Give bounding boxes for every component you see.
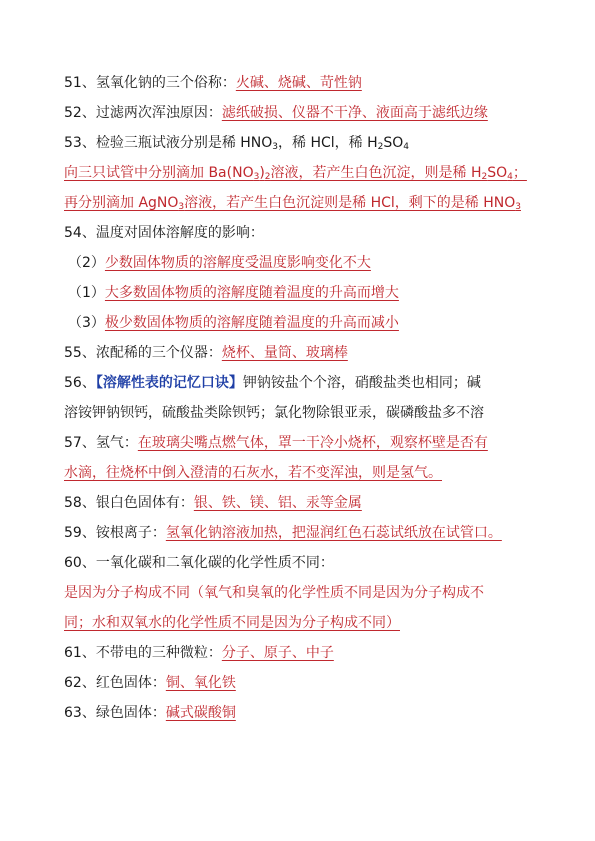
item-62-answer: 铜、氧化铁 — [165, 675, 236, 691]
item-60-answer-1: 是因为分子构成不同（氧气和臭氧的化学性质不同是因为分子构成不 — [64, 585, 484, 601]
item-61-answer: 分子、原子、中子 — [221, 645, 334, 661]
item-53-question — [64, 130, 534, 156]
item-53-q-sub3: 3 — [272, 142, 279, 152]
item-53-l2-sub3: 3 — [253, 172, 260, 182]
item-54-sub-1-text: 少数固体物质的溶解度受温度影响变化不大 — [104, 255, 371, 271]
item-56-line-1 — [64, 370, 534, 396]
item-63-answer: 碱式碳酸铜 — [165, 705, 236, 721]
item-54-label: 54、温度对固体溶解度的影响： — [64, 225, 264, 241]
item-58 — [64, 490, 534, 516]
item-53-l2-sub4: 4 — [507, 172, 513, 182]
item-52-label: 52、过滤两次浑浊原因： — [64, 105, 222, 121]
item-54-sub-3-text: 极少数固体物质的溶解度随着温度的升高而减小 — [104, 315, 399, 331]
item-54 — [64, 220, 534, 246]
item-59 — [64, 520, 534, 546]
item-53-l3-a: 再分别滴加 AgNO — [64, 195, 179, 211]
item-60-answer-line-1 — [64, 580, 534, 606]
item-54-sub-2-num: （1） — [68, 285, 105, 301]
item-57-label: 57、氢气： — [64, 435, 138, 451]
item-55-label: 55、浓配稀的三个仪器： — [64, 345, 222, 361]
item-51 — [64, 70, 534, 96]
item-60-answer-2: 同；水和双氧水的化学性质不同是因为分子构成不同） — [64, 615, 400, 631]
item-60-label: 60、一氧化碳和二氧化碳的化学性质不同： — [64, 555, 334, 571]
item-59-answer: 氢氧化钠溶液加热，把湿润红色石蕊试纸放在试管口。 — [165, 525, 502, 541]
item-52-answer: 滤纸破损、仪器不干净、液面高于滤纸边缘 — [221, 105, 488, 121]
item-62 — [64, 670, 534, 696]
item-52 — [64, 100, 534, 126]
item-53-q-part-b: ，稀 HCl，稀 H — [278, 135, 378, 151]
item-51-label: 51、氢氧化钠的三个俗称： — [64, 75, 236, 91]
item-54-sub-3 — [68, 310, 538, 336]
item-53-q-part-a: 53、检验三瓶试液分别是稀 HNO — [64, 135, 273, 151]
item-57-line-2 — [64, 460, 534, 486]
item-54-sub-3-num: （3） — [68, 315, 105, 331]
item-56-title: 【溶解性表的记忆口诀】 — [95, 375, 243, 391]
item-51-answer: 火碱、烧碱、苛性钠 — [235, 75, 362, 91]
item-54-sub-2-text: 大多数固体物质的溶解度随着温度的升高而增大 — [104, 285, 399, 301]
item-57-answer-2: 水滴，往烧杯中倒入澄清的石灰水，若不变浑浊，则是氢气。 — [64, 465, 442, 481]
item-53-answer-line-2 — [64, 190, 544, 216]
item-57-line-1 — [64, 430, 534, 456]
item-53-l3-sub3: 3 — [178, 202, 185, 212]
item-53-l3-b: 溶液，若产生白色沉淀则是稀 HCl，剩下的是稀 HNO — [184, 195, 516, 211]
item-55 — [64, 340, 534, 366]
item-62-label: 62、红色固体： — [64, 675, 166, 691]
item-54-sub-2 — [68, 280, 538, 306]
item-58-answer: 银、铁、镁、铝、汞等金属 — [193, 495, 362, 511]
item-53-q-part-c: SO — [383, 135, 404, 151]
item-53-q-sub2: 2 — [377, 142, 384, 152]
item-56-line-2 — [64, 400, 534, 426]
item-53-answer-line-1 — [64, 160, 544, 186]
item-53-l2-c: 溶液，若产生白色沉淀，则是稀 H — [270, 165, 482, 181]
item-56-text-2: 溶铵钾钠钡钙，硫酸盐类除钡钙；氯化物除银亚汞，碳磷酸盐多不溶 — [64, 405, 484, 421]
item-53-l3-sub3b: 3 — [515, 202, 521, 212]
item-63 — [64, 700, 534, 726]
item-58-label: 58、银白色固体有： — [64, 495, 194, 511]
item-54-sub-1 — [68, 250, 538, 276]
item-61 — [64, 640, 534, 666]
item-53-l2-e: ； — [512, 165, 527, 181]
item-56-text-1: 钾钠铵盐个个溶，硝酸盐类也相同；碱 — [242, 375, 481, 391]
item-60-answer-line-2 — [64, 610, 534, 636]
item-53-q-sub4: 4 — [403, 142, 410, 152]
item-53-l2-a: 向三只试管中分别滴加 Ba(NO — [64, 165, 254, 181]
item-61-label: 61、不带电的三种微粒： — [64, 645, 222, 661]
item-60 — [64, 550, 534, 576]
item-54-sub-1-num: （2） — [68, 255, 105, 271]
item-63-label: 63、绿色固体： — [64, 705, 166, 721]
item-56-num: 56、 — [64, 375, 96, 391]
item-55-answer: 烧杯、量筒、玻璃棒 — [221, 345, 348, 361]
item-53-l2-sub2: 2 — [264, 172, 271, 182]
item-57-answer-1: 在玻璃尖嘴点燃气体，罩一干冷小烧杯，观察杯壁是否有 — [137, 435, 488, 451]
item-59-label: 59、铵根离子： — [64, 525, 166, 541]
item-53-l2-d: SO — [487, 165, 508, 181]
item-53-l2-sub2b: 2 — [481, 172, 488, 182]
item-53-l2-b: ) — [259, 165, 265, 181]
